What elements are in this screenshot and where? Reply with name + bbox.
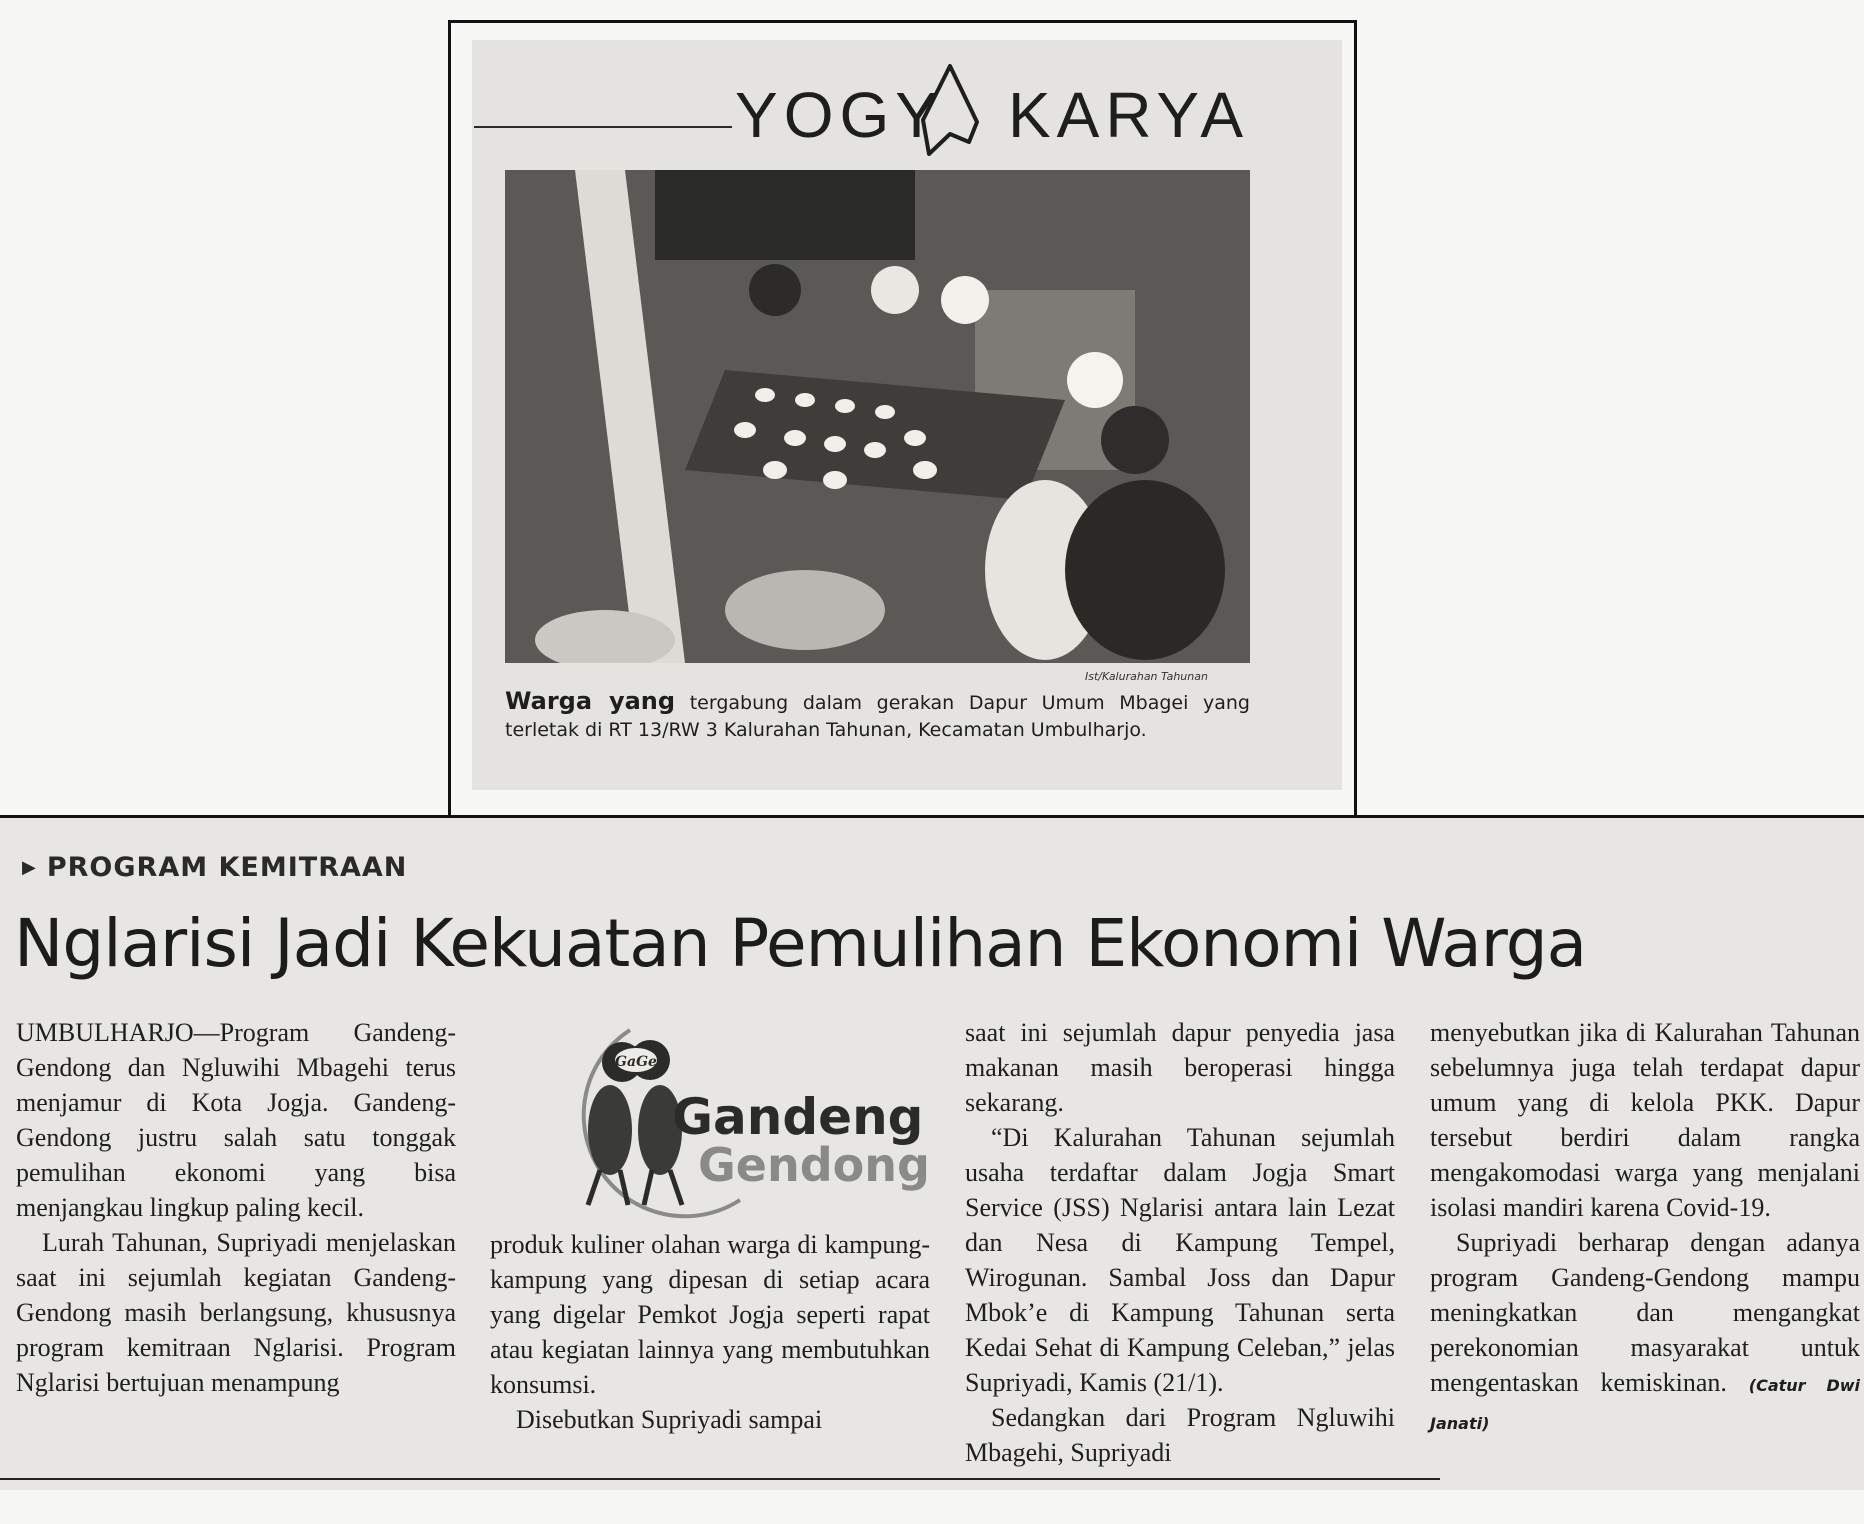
photo-credit: Ist/Kalurahan Tahunan	[1085, 670, 1208, 683]
paragraph: saat ini sejumlah dapur penyedia jasa makanan masih beroperasi hingga sekarang.	[965, 1018, 1395, 1117]
paragraph: Sedangkan dari Program Ngluwihi Mbagehi, Supriyadi	[965, 1403, 1395, 1467]
article-headline: Nglarisi Jadi Kekuatan Pemulihan Ekonomi Warga	[14, 905, 1587, 982]
paragraph: Disebutkan Supriyadi sampai	[516, 1405, 823, 1434]
paragraph: produk kuliner olahan warga di kampung-kampung yang dipesan di setiap acara yang digelar Pemkot Jogja seperti rapat atau kegiatan lainnya yang membutuhkan konsumsi.	[490, 1230, 930, 1399]
paragraph-text: Supriyadi berharap dengan adanya program Gandeng-Gendong mampu meningkatkan dan mengangkat perekonomian masyarakat untuk mengentaskan kemiskinan.	[1430, 1228, 1860, 1397]
logo-word-gendong: Gendong	[698, 1138, 930, 1192]
article-byline: (Catur Dwi Janati)	[1430, 1376, 1860, 1433]
masthead-left: YOGY	[735, 79, 944, 151]
paragraph: Lurah Tahunan, Supriyadi menjelaskan saat ini sejumlah kegiatan Gandeng-Gendong masih berlangsung, khususnya program kemitraan Nglarisi. Program Nglarisi bertujuan menampung	[16, 1228, 456, 1397]
masthead-right: KARYA	[1007, 79, 1249, 151]
photo-caption	[505, 688, 1250, 744]
caption-lead: Warga yang	[505, 687, 676, 715]
bottom-rule	[0, 1478, 1440, 1480]
paragraph: UMBULHARJO—Program Gandeng-Gendong dan Ngluwihi Mbagehi terus menjamur di Kota Jogja. Gandeng-Gendong justru salah satu tonggak pemulihan ekonomi yang bisa menjangkau lingkup paling kecil.	[16, 1018, 456, 1222]
article-column-4	[1430, 1015, 1860, 1441]
paragraph: “Di Kalurahan Tahunan sejumlah usaha terdaftar dalam Jogja Smart Service (JSS) Nglarisi antara lain Lezat dan Nesa di Kampung Tempel, Wirogunan. Sambal Joss dan Dapur Mbok’e di Kampung Tahunan serta Kedai Sehat di Kampung Celeban,” jelas Supriyadi, Kamis (21/1).	[965, 1123, 1395, 1397]
article-column-3	[965, 1015, 1395, 1470]
logo-word-gandeng: Gandeng	[672, 1088, 924, 1146]
paragraph	[1430, 1225, 1860, 1441]
paragraph: menyebutkan jika di Kalurahan Tahunan sebelumnya juga telah terdapat dapur umum yang di kelola PKK. Dapur tersebut berdiri dalam rangka mengakomodasi warga yang menjalani isolasi mandiri karena Covid-19.	[1430, 1018, 1860, 1222]
masthead-drop-icon	[915, 62, 985, 162]
logo-badge-text: GaGe	[615, 1054, 657, 1070]
masthead-rule	[474, 126, 732, 128]
kicker-arrow-icon: ▶	[22, 857, 37, 878]
kicker-label: PROGRAM KEMITRAAN	[46, 852, 408, 883]
news-photo	[505, 170, 1250, 663]
section-masthead	[735, 78, 1249, 152]
article-kicker	[22, 852, 407, 883]
caption-text: tergabung dalam gerakan Dapur Umum Mbagei yang terletak di RT 13/RW 3 Kalurahan Tahunan, Kecamatan Umbulharjo.	[505, 692, 1250, 741]
article-column-1	[16, 1015, 456, 1400]
article-column-2	[490, 1227, 930, 1437]
